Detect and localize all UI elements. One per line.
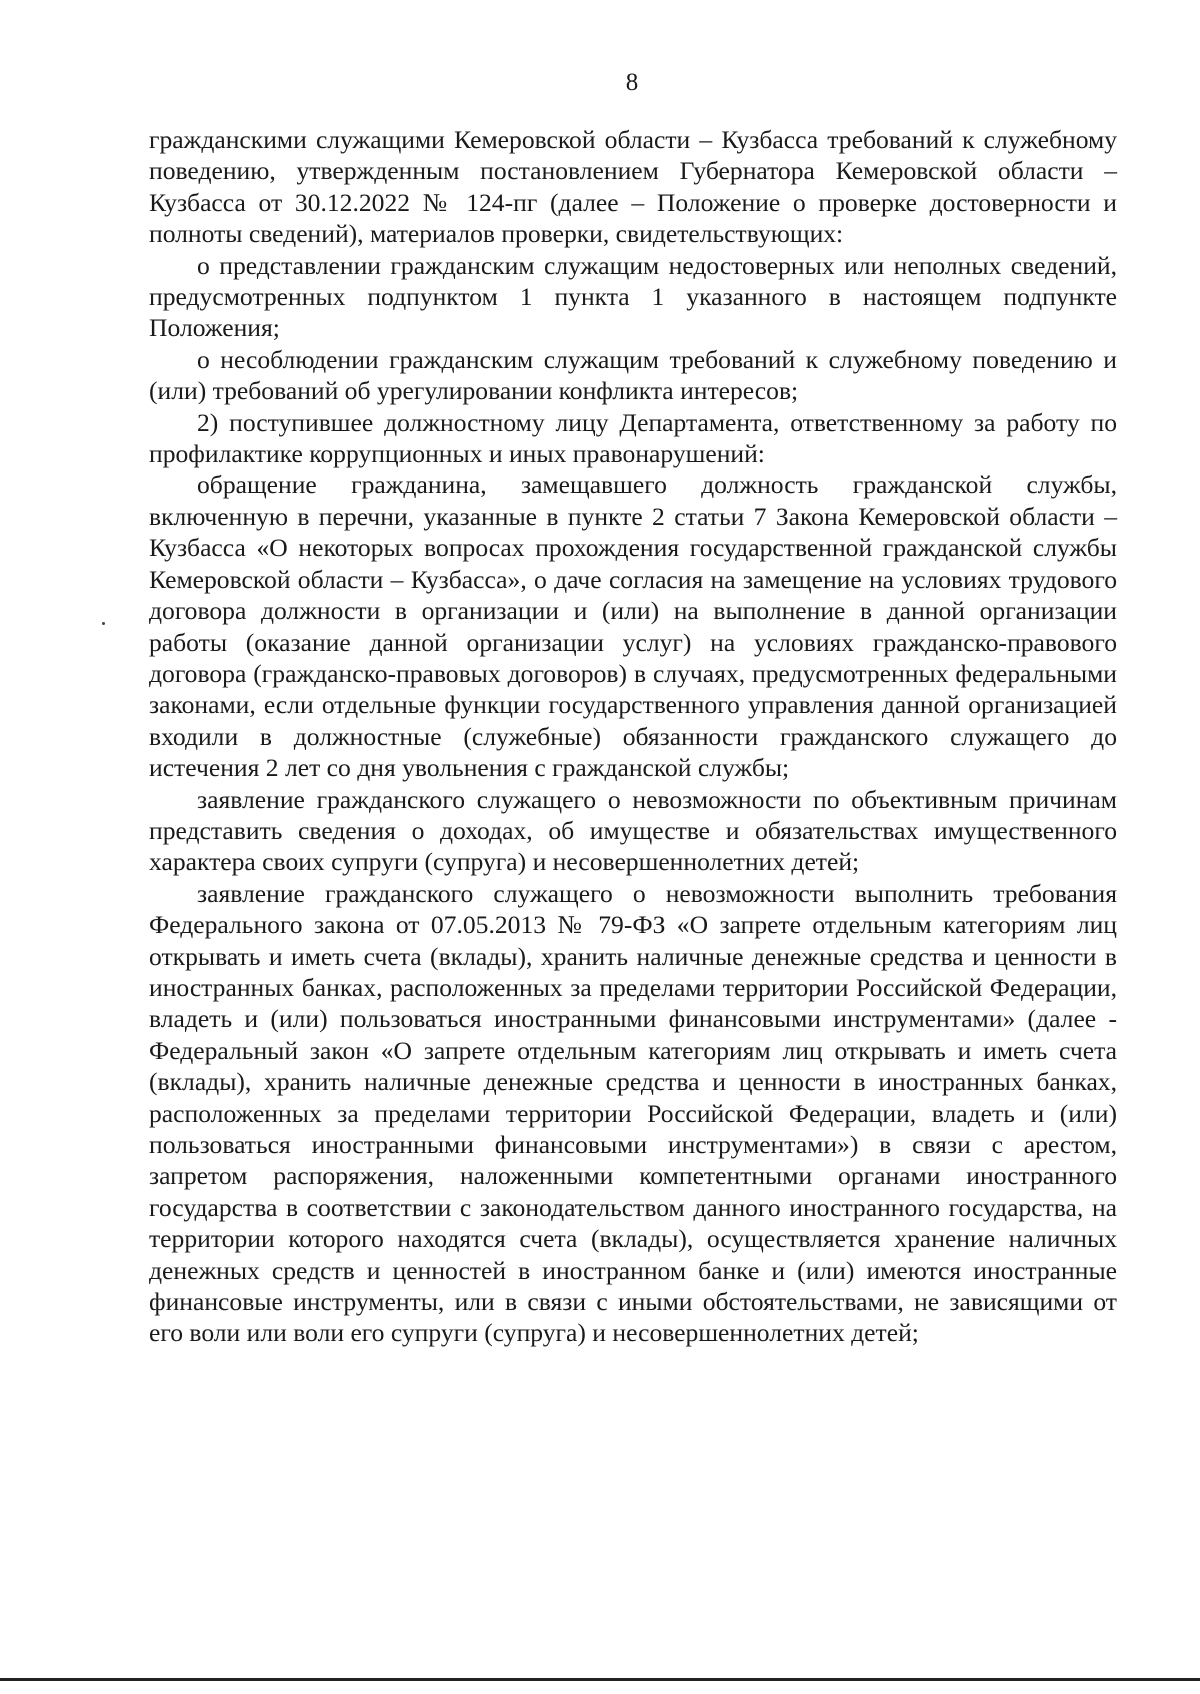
paragraph: обращение гражданина, замещавшего должность гражданской службы, включенную в перечни, указанные в пункте 2 статьи 7 Закона Кемеровской области – Кузбасса «О некоторых вопросах прохождения государственной гражданской службы Кемеровской области – Кузбасса», о даче согласия на замещение на условиях трудового договора должности в организации и (или) на выполнение в данной организации работы (оказание данной организации услуг) на условиях гражданско-правового договора (гражданско-правовых договоров) в случаях, предусмотренных федеральными законами, если отдельные функции государственного управления данной организацией входили в должностные (служебные) обязанности гражданского служащего до истечения 2 лет со дня увольнения с гражданской службы;: [149, 470, 1117, 783]
paragraph: о представлении гражданским служащим недостоверных или неполных сведений, предусмотренных подпунктом 1 пункта 1 указанного в настоящем подпункте Положения;: [149, 250, 1117, 343]
document-body: [149, 124, 1117, 1349]
paragraph: 2) поступившее должностному лицу Департамента, ответственному за работу по профилактике коррупционных и иных правонарушений:: [149, 407, 1117, 469]
paragraph: заявление гражданского служащего о невозможности по объективным причинам представить сведения о доходах, об имуществе и обязательствах имущественного характера своих супруги (супруга) и несовершеннолетних детей;: [149, 784, 1117, 877]
scan-speck: [102, 622, 105, 625]
paragraph-continuation: гражданскими служащими Кемеровской области – Кузбасса требований к служебному поведению, утвержденным постановлением Губернатора Кемеровской области – Кузбасса от 30.12.2022 № 124-пг (далее – Положение о проверке достоверности и полноты сведений), материалов проверки, свидетельствующих:: [149, 125, 1117, 249]
paragraph: о несоблюдении гражданским служащим требований к служебному поведению и (или) требований об урегулировании конфликта интересов;: [149, 344, 1117, 406]
page-bottom-rule: [0, 1678, 1200, 1681]
page-number: 8: [625, 69, 639, 96]
paragraph: заявление гражданского служащего о невозможности выполнить требования Федерального закона от 07.05.2013 № 79-ФЗ «О запрете отдельным категориям лиц открывать и иметь счета (вклады), хранить наличные денежные средства и ценности в иностранных банках, расположенных за пределами территории Российской Федерации, владеть и (или) пользоваться иностранными финансовыми инструментами» (далее - Федеральный закон «О запрете отдельным категориям лиц открывать и иметь счета (вклады), хранить наличные денежные средства и ценности в иностранных банках, расположенных за пределами территории Российской Федерации, владеть и (или) пользоваться иностранными финансовыми инструментами») в связи с арестом, запретом распоряжения, наложенными компетентными органами иностранного государства в соответствии с законодательством данного иностранного государства, на территории которого находятся счета (вклады), осуществляется хранение наличных денежных средств и ценностей в иностранном банке и (или) имеются иностранные финансовые инструменты, или в связи с иными обстоятельствами, не зависящими от его воли или воли его супруги (супруга) и несовершеннолетних детей;: [149, 878, 1117, 1348]
